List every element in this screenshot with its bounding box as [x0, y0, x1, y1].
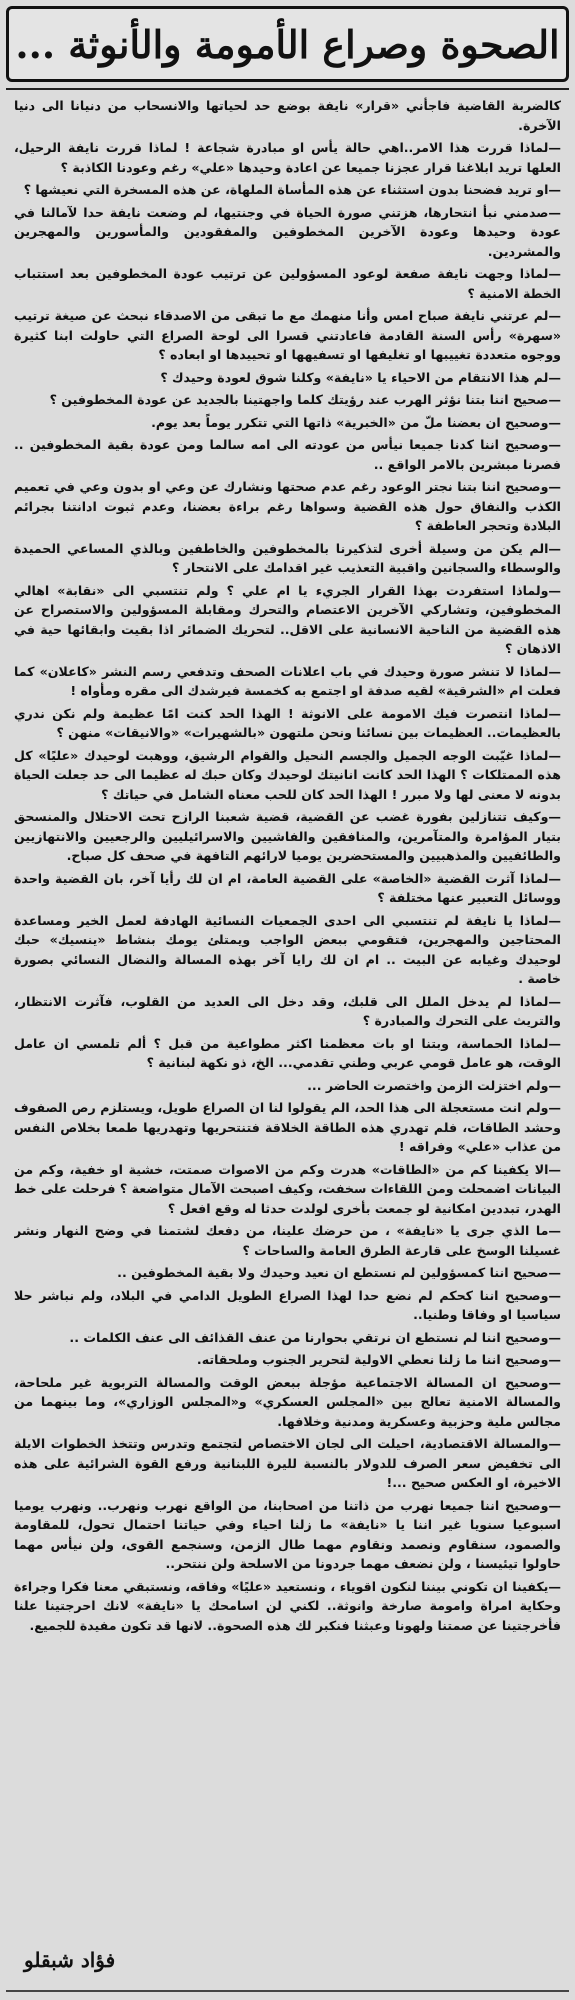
article-paragraph: — صحيح اننا كمسؤولين لم نستطع ان نعيد وحيدك ولا بقية المخطوفين ..	[14, 1263, 561, 1283]
article-paragraph: — لماذا لم يدخل الملل الى قلبك، وقد دخل الى العديد من القلوب، فآثرت الانتظار، والتريث على التحرك والمبادرة ؟	[14, 992, 561, 1031]
article-paragraph: — ولم انت مستعجلة الى هذا الحد، الم يقولوا لنا ان الصراع طويل، ويستلزم رص الصفوف وحشد الطاقات، فلم تهدري هذه الطاقة الخلاقة فتنتحريها وتهدريها طمعا بخلاص النفس من عذاب «علي» وفراقه !	[14, 1098, 561, 1157]
article-paragraph: — وصحيح ان المسالة الاجتماعية مؤجلة ببعض الوقت والمسالة التربوية غير ملحاحة، والمسالة الامنية تعالج بين «المجلس العسكري» و«المجلس الوزاري»، وما بينهما من مجالس ملية وحزبية وعسكرية ومدنية وخلافها.	[14, 1373, 561, 1432]
author-signature: فؤاد شبقلو	[24, 1948, 116, 1972]
article-paragraph: — الم يكن من وسيلة أخرى لتذكيرنا بالمخطوفين والخاطفين وبالذي المساعي الحميدة والوسطاء والسجانين واقبية التعذيب غير اقدامك على الانتحار ؟	[14, 539, 561, 578]
article-paragraph: — ولم اختزلت الزمن واختصرت الحاضر ...	[14, 1076, 561, 1096]
article-paragraph: — ما الذي جرى يا «نايفة» ، من حرضك علينا، من دفعك لشتمنا في وضح النهار ونشر غسيلنا الوسخ على قارعة الطرق العامة والساحات ؟	[14, 1221, 561, 1260]
article-paragraph: — صحيح اننا بتنا نؤثر الهرب عند رؤيتك كلما واجهتينا بالجديد عن عودة المخطوفين ؟	[14, 390, 561, 410]
article-paragraph: — الا يكفينا كم من «الطاقات» هدرت وكم من الاصوات صمتت، خشية او خفية، وكم من البيانات اضمحلت ومن اللقاءات سخفت، وكيف اصبحت الآمال متواضعة ؟ فرحلت على خط الهدر، تبددين امكانية لو جمعت بأخرى لولدت حدثا له وقع افعل ؟	[14, 1160, 561, 1219]
article-paragraph: — صدمني نبأ انتحارها، هزتني صورة الحياة في وجنتيها، لم وضعت نايفة حدا لآمالنا في عودة وحيدها وعودة الآخرين المخطوفين والمفقودين والمأسورين والمهجرين والمشردين.	[14, 203, 561, 262]
article-paragraph: — وصحيح ان بعضنا ملّ من «الخبرية» ذاتها التي تتكرر يوماً بعد يوم.	[14, 413, 561, 433]
article-paragraph: — لماذا قررت هذا الامر..اهي حالة يأس او مبادرة شجاعة ! لماذا قررت نايفة الرحيل، العلها تريد ابلاغنا قرار عجزنا جميعا عن اعادة وحيدها «علي» رغم وعودنا الكاذبة ؟	[14, 138, 561, 177]
article-paragraph: — وصحيح اننا جميعا نهرب من ذاتنا من اصحابنا، من الواقع نهرب ونهرب.. ونهرب يوميا اسبوعيا سنويا غير اننا يا «نايفة» ما زلنا احياء وفي حياتنا احتمال تحول، للمقاومة والصمود، سنقاوم ونصمد ونقاوم مهما طال الزمن، وسنجمع القوى، ولن نيأس مهما حاولوا تيئيسنا ، ولن نضعف مهما جردونا من الاسلحة ولن ننتحر..	[14, 1496, 561, 1574]
article-body	[14, 96, 561, 1946]
article-paragraph: — او تريد فضحنا بدون استثناء عن هذه المأساة الملهاة، عن هذه المسخرة التي نعيشها ؟	[14, 180, 561, 200]
article-paragraph: — وصحيح اننا بتنا نجتر الوعود رغم عدم صحتها ونشارك عن وعي او بدون وعي في تعميم الكذب والنفاق حول هذه القضية وسواها رغم براءة بعضنا، وعدم ثبوت ادانتنا بجرائم البلادة وتحجر العاطفة ؟	[14, 477, 561, 536]
article-paragraph: — لماذا وجهت نايفة صفعة لوعود المسؤولين عن ترتيب عودة المخطوفين بعد استتباب الخطة الامنية ؟	[14, 264, 561, 303]
article-paragraph: كالضربة القاضية فاجأني «قرار» نايفة بوضع حد لحياتها والانسحاب من دنيانا الى دنيا الآخرة.	[14, 98, 561, 133]
article-paragraph: — لم عرتني نايفة صباح امس وأنا منهمك مع ما تبقى من الاصدقاء نبحث عن صيغة ترتيب «سهرة» رأس السنة القادمة فاعادتني قسرا الى لوحة الصراع التي حاولت ابنا كثيرة ووجوه متعددة تغييبها او تغليفها او تسفيهها او تحييدها او ابعاده ؟	[14, 306, 561, 365]
article-paragraph: — لم هذا الانتقام من الاحياء يا «نايفة» وكلنا شوق لعودة وحيدك ؟	[14, 368, 561, 388]
article-paragraph: — وصحيح اننا لم نستطع ان نرتقي بحوارنا من عنف القذائف الى عنف الكلمات ..	[14, 1328, 561, 1348]
article-paragraph: — لماذا غيّبت الوجه الجميل والجسم النحيل والقوام الرشيق، ووهبت لوحيدك «عليًا» كل هذه الممتلكات ؟ الهذا الحد كانت انانيتك لوحيدك وكان حبك له عظيما الى حد جعلت الحياة بدونه لا معنى لها ولا مبرر ! الهذا الحد كان للحب معناه الشامل في حياتك ؟	[14, 746, 561, 805]
headline-box	[6, 6, 569, 82]
article-paragraph: — وصحيح اننا كدنا جميعا نيأس من عودته الى امه سالما ومن عودة بقية المخطوفين .. فصرنا مبشرين بالامر الواقع ..	[14, 435, 561, 474]
article-paragraph: — ولماذا استفردت بهذا القرار الجريء يا ام علي ؟ ولم تنتسبي الى «نقابة» اهالي المخطوفين، وتشاركي الآخرين الاعتصام والتحرك ومقابلة المسؤولين والاستصراح عن هذه القضية من الناحية الانسانية على الاقل.. لتحريك الضمائر اذا بقيت وابقائها حية في الاذهان ؟	[14, 581, 561, 659]
article-paragraph: — وصحيح اننا كحكم لم نضع حدا لهذا الصراع الطويل الدامي في البلاد، ولم نباشر حلا سياسيا او وفاقا وطنيا..	[14, 1286, 561, 1325]
article-paragraph: — لماذا الحماسة، وبتنا او بات معظمنا اكثر مطواعية من قبل ؟ ألم تلمسي ان عامل الوقت، هو عامل قومي عربي وطني تقدمي... الخ، ذو نكهة لبنانية ؟	[14, 1034, 561, 1073]
article-paragraph: — لماذا آثرت القضية «الخاصة» على القضية العامة، ام ان لك رأيا آخر، بان القضية واحدة ووسائل التعبير عنها مختلفة ؟	[14, 869, 561, 908]
article-paragraph: — يكفينا ان تكوني بيننا لنكون اقوياء ، ونستعيد «عليًا» وفاقه، ونستبقي معنا فكرا وجراءة وحكاية امراة وامومة صارخة وانوثة.. لكني لن اسامحك يا «نايفة» لانك احرجتينا علنا فأخرجتينا عن صمتنا ولهونا وعبثنا فنكبر لك هذه الصحوة.. لانها قد تكون مفيدة للجميع.	[14, 1577, 561, 1636]
article-paragraph: — وصحيح اننا ما زلنا نعطي الاولية لتحرير الجنوب وملحقاته.	[14, 1350, 561, 1370]
article-paragraph: — لماذا انتصرت فيك الامومة على الانوثة ! الهذا الحد كنت امًا عظيمة ولم نكن ندري بالعظيمات.. العظيمات بين نسائنا ونحن ملتهون «بالشهيرات» «والانيقات» منهن ؟	[14, 704, 561, 743]
article-paragraph: — والمسالة الاقتصادية، احيلت الى لجان الاختصاص لتجتمع وتدرس وتتخذ الخطوات الايلة الى تخفيض سعر الصرف للدولار بالنسبة لليرة اللبنانية ورفع القوة الشرائية على هذه الاخيرة، او العكس صحيح ...!	[14, 1434, 561, 1493]
headline-divider	[6, 88, 569, 90]
article-paragraph: — لماذا لا تنشر صورة وحيدك في باب اعلانات الصحف وتدفعي رسم النشر «كاعلان» كما فعلت ام «الشرقية» لقيه صدفة او اجتمع به كخمسة فيرشدك الى مقره ومأواه !	[14, 662, 561, 701]
bottom-divider	[6, 1990, 569, 1992]
article-paragraph: — لماذا يا نايفة لم تنتسبي الى احدى الجمعيات النسائية الهادفة لعمل الخير ومساعدة المحتاجين والمهجرين، فتقومي ببعض الواجب ويمتلئ يومك بنشاط «ينسيك» حبك لوحيدك وغيابه عن البيت .. ام ان لك رايا آخر بهذه المسالة والنضال النسائي بصورة خاصة .	[14, 911, 561, 989]
article-paragraph: — وكيف تتنازلين بفورة غضب عن القضية، قضية شعبنا الرازح تحت الاحتلال والمنسحق بتيار المؤامرة والمتآمرين، والمنافقين والفاشيين والاسرائيليين والرجعيين والانتهازيين والطائفيين والمذهبيين والمستحضرين يوميا لارائهم التافهة في صحف كل صباح.	[14, 807, 561, 866]
headline: الصحوة وصراع الأمومة والأنوثة ...	[15, 21, 560, 67]
